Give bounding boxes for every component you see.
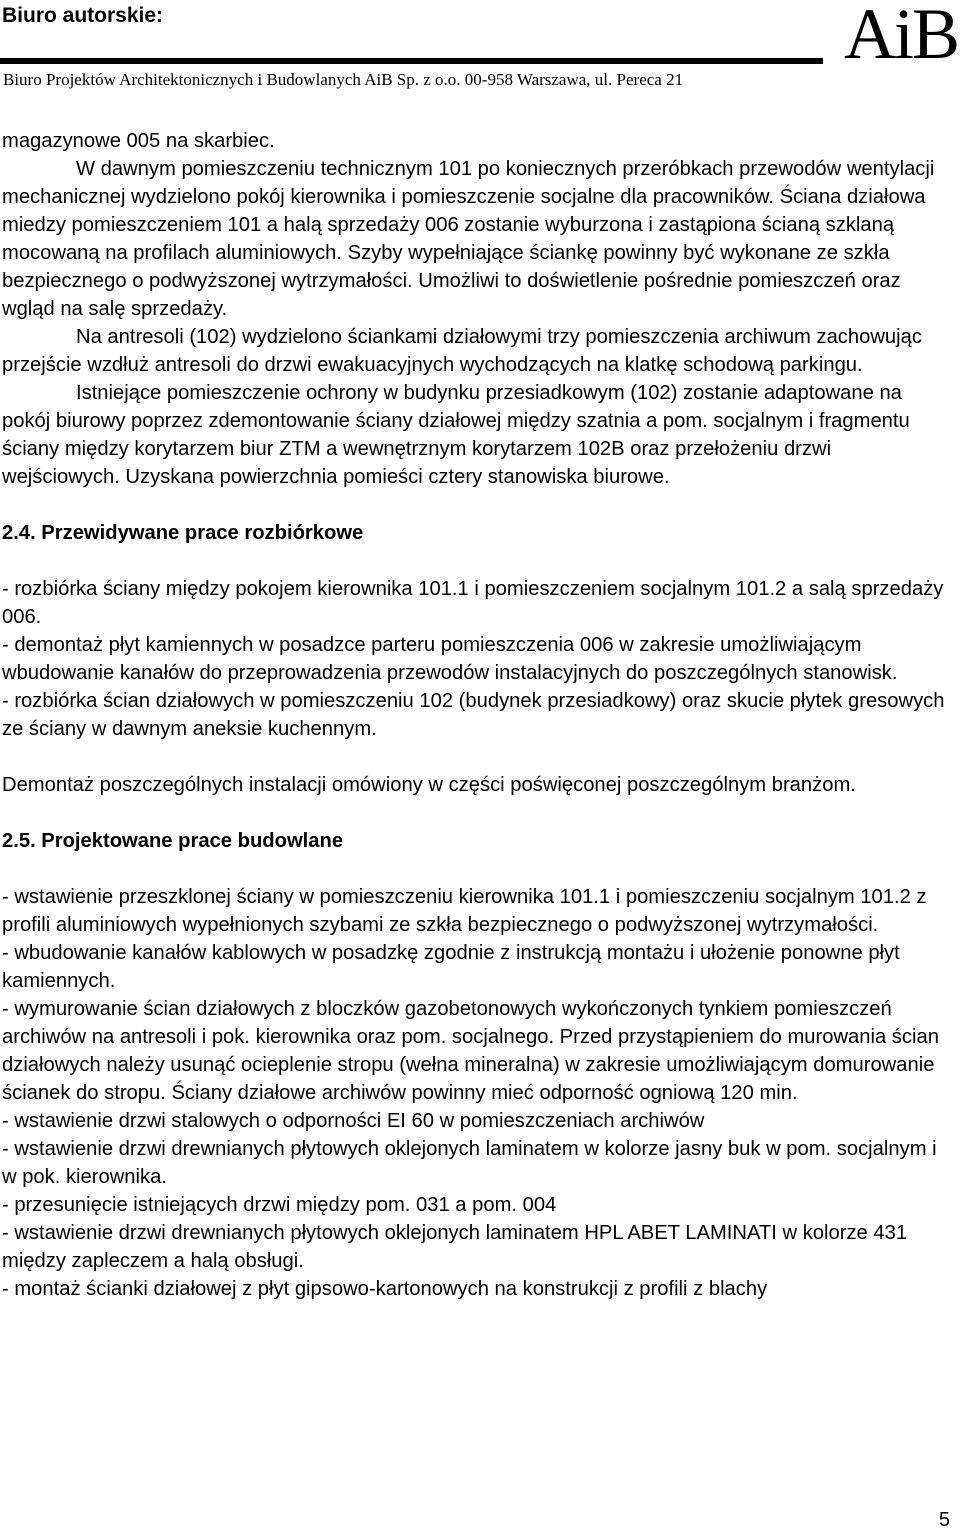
list-item: - wstawienie drzwi drewnianych płytowych oklejonych laminatem HPL ABET LAMINATI w kolorze 431 między zapleczem a halą obsługi. bbox=[2, 1222, 908, 1272]
spacer bbox=[2, 547, 948, 575]
aib-logo: AiB bbox=[843, 0, 958, 74]
list-item: - montaż ścianki działowej z płyt gipsowo-kartonowych na konstrukcji z profili z blachy bbox=[2, 1278, 768, 1300]
list-item: - wbudowanie kanałów kablowych w posadzkę zgodnie z instrukcją montażu i ułożenie ponowne płyt kamiennych. bbox=[2, 942, 900, 992]
page-number: 5 bbox=[938, 1509, 950, 1531]
spacer bbox=[2, 855, 948, 883]
section-heading: 2.5. Projektowane prace budowlane bbox=[2, 830, 344, 852]
list-item: - rozbiórka ściany między pokojem kierownika 101.1 i pomieszczeniem socjalnym 101.2 a salą sprzedaży 006. bbox=[2, 578, 944, 628]
document-body bbox=[2, 127, 948, 1303]
list-item: - wymurowanie ścian działowych z bloczków gazobetonowych wykończonych tynkiem pomieszczeń archiwów na antresoli i pok. kierownika oraz pom. socjalnego. Przed przystąpieniem do murowania ścian działowych należy usunąć ocieplenie stropu (wełna mineralna) w zakresie umożliwiającym domurowanie ścianek do stropu. Ściany działowe archiwów powinny mieć odporność ogniową 120 min. bbox=[2, 998, 939, 1104]
header-divider bbox=[0, 58, 823, 64]
list-item: - wstawienie drzwi stalowych o odporności EI 60 w pomieszczeniach archiwów bbox=[2, 1110, 705, 1132]
paragraph: Na antresoli (102) wydzielono ściankami działowymi trzy pomieszczenia archiwum zachowując przejście wzdłuż antresoli do drzwi ewakuacyjnych wychodzących na klatkę schodową parkingu. bbox=[2, 326, 922, 376]
office-address: Biuro Projektów Architektonicznych i Budowlanych AiB Sp. z o.o. 00-958 Warszawa, ul. Pereca 21 bbox=[3, 70, 684, 89]
spacer bbox=[2, 799, 948, 827]
paragraph: Demontaż poszczególnych instalacji omówiony w części poświęconej poszczególnym branżom. bbox=[2, 774, 856, 796]
list-item: - przesunięcie istniejących drzwi między pom. 031 a pom. 004 bbox=[2, 1194, 557, 1216]
list-item: - wstawienie przeszklonej ściany w pomieszczeniu kierownika 101.1 i pomieszczeniu socjalnym 101.2 z profili aluminiowych wypełnionych szybami ze szkła bezpiecznego o podwyższonej wytrzymałości. bbox=[2, 886, 927, 936]
paragraph: W dawnym pomieszczeniu technicznym 101 po koniecznych przeróbkach przewodów wentylacji mechanicznej wydzielono pokój kierownika i pomieszczenie socjalne dla pracowników. Ściana działowa miedzy pomieszczeniem 101 a halą sprzedaży 006 zostanie wyburzona i zastąpiona ścianą szklaną mocowaną na profilach aluminiowych. Szyby wypełniające ściankę powinny być wykonane ze szkła bezpiecznego o podwyższonej wytrzymałości. Umożliwi to doświetlenie pośrednie pomieszczeń oraz wgląd na salę sprzedaży. bbox=[2, 158, 935, 320]
spacer bbox=[2, 491, 948, 519]
section-heading: 2.4. Przewidywane prace rozbiórkowe bbox=[2, 522, 364, 544]
list-item: - rozbiórka ścian działowych w pomieszczeniu 102 (budynek przesiadkowy) oraz skucie płytek gresowych ze ściany w dawnym aneksie kuchennym. bbox=[2, 690, 945, 740]
spacer bbox=[2, 743, 948, 771]
list-item: - demontaż płyt kamiennych w posadzce parteru pomieszczenia 006 w zakresie umożliwiającym wbudowanie kanałów do przeprowadzenia przewodów instalacyjnych do poszczególnych stanowisk. bbox=[2, 634, 898, 684]
paragraph: magazynowe 005 na skarbiec. bbox=[2, 130, 275, 152]
list-item: - wstawienie drzwi drewnianych płytowych oklejonych laminatem w kolorze jasny buk w pom. socjalnym i w pok. kierownika. bbox=[2, 1138, 937, 1188]
paragraph: Istniejące pomieszczenie ochrony w budynku przesiadkowym (102) zostanie adaptowane na pokój biurowy poprzez zdemontowanie ściany działowej między szatnia a pom. socjalnym i fragmentu ściany między korytarzem biur ZTM a wewnętrznym korytarzem 102B oraz przełożeniu drzwi wejściowych. Uzyskana powierzchnia pomieści cztery stanowiska biurowe. bbox=[2, 382, 910, 488]
office-label: Biuro autorskie: bbox=[2, 4, 164, 27]
